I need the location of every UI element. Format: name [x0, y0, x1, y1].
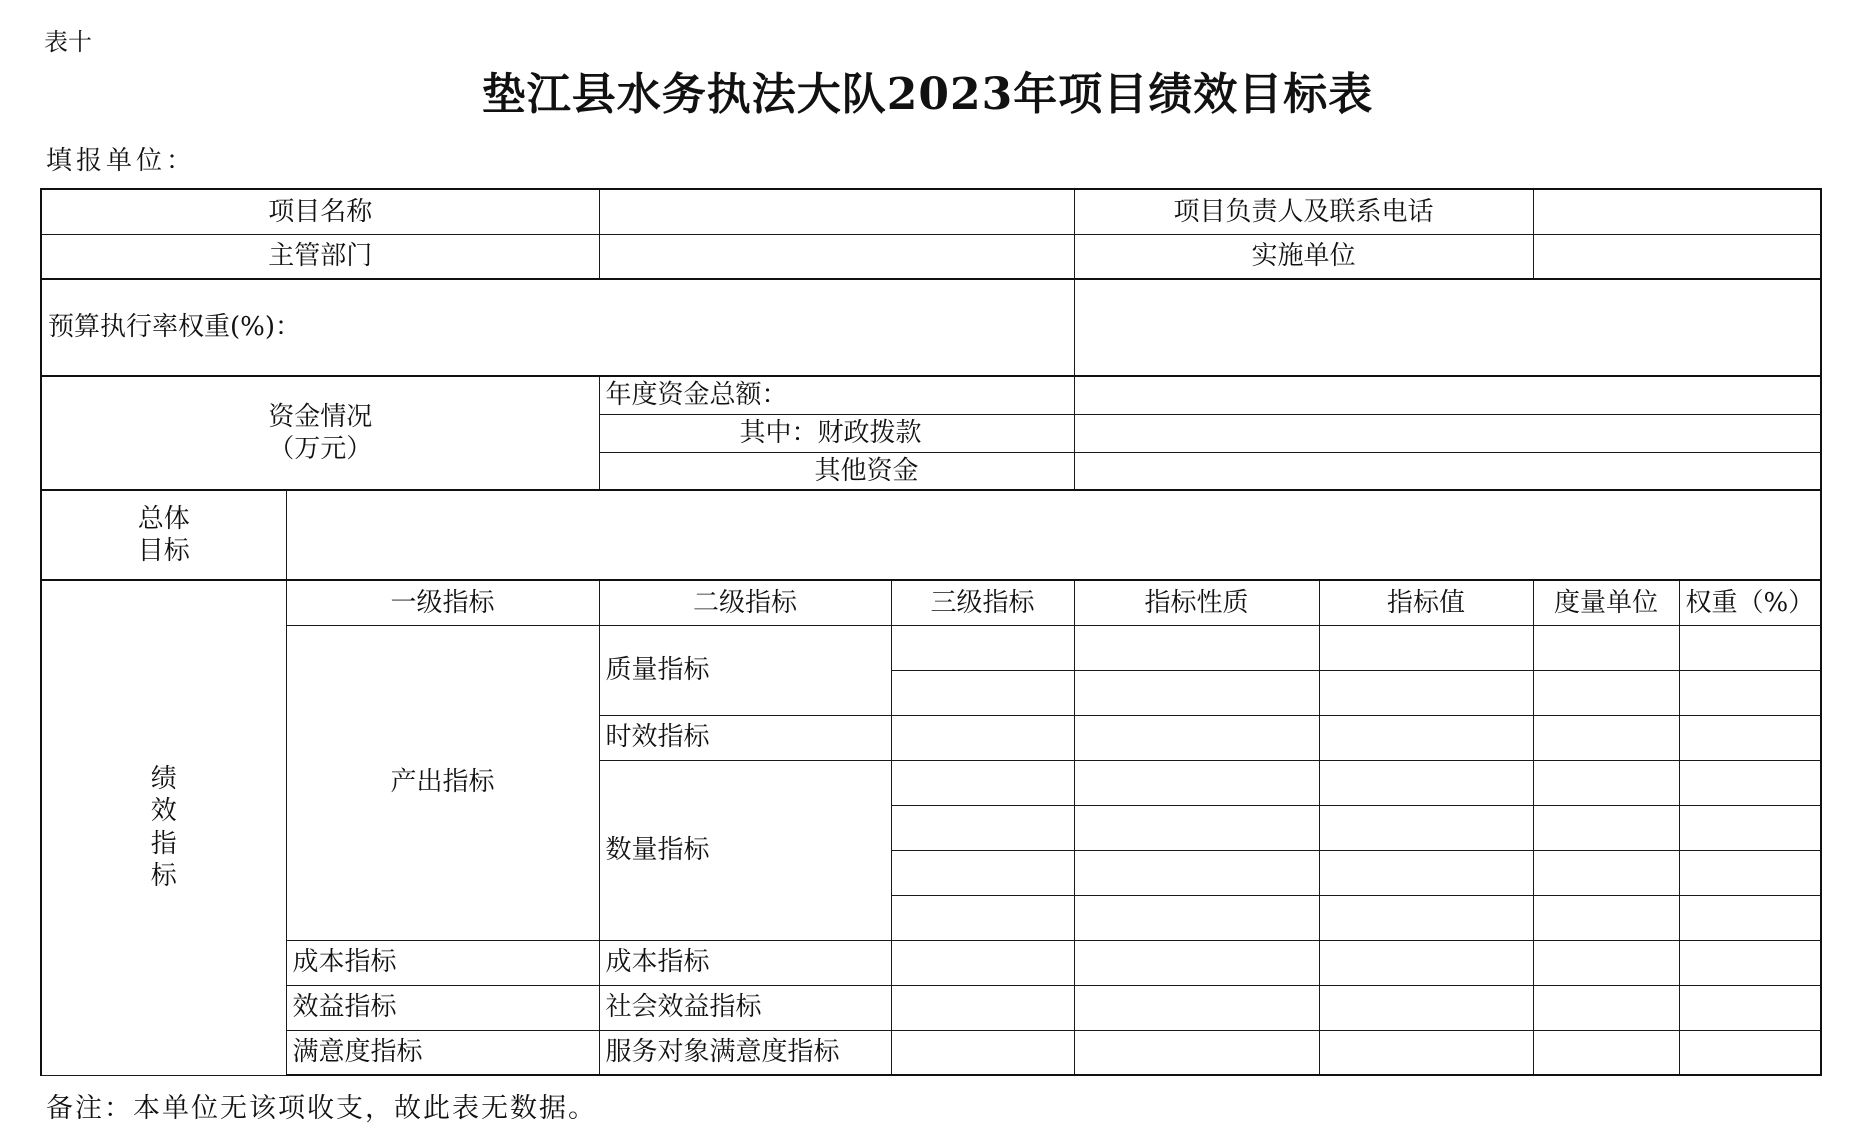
- nature-cell[interactable]: [1074, 895, 1319, 940]
- implementing-unit-field[interactable]: [1533, 234, 1821, 279]
- value-cell[interactable]: [1319, 760, 1533, 805]
- level3-cell[interactable]: [891, 850, 1074, 895]
- column-header-level3: 三级指标: [891, 580, 1074, 625]
- indicator-char: 指: [150, 828, 177, 859]
- unit-cell[interactable]: [1533, 670, 1679, 715]
- weight-cell[interactable]: [1679, 895, 1821, 940]
- overall-goal-label-line2: 目标: [137, 536, 190, 566]
- budget-weight-field[interactable]: [1074, 279, 1821, 376]
- unit-cell[interactable]: [1533, 715, 1679, 760]
- document-title: 垫江县水务执法大队2023年项目绩效目标表: [481, 69, 1374, 120]
- cost-indicator-level1: 成本指标: [286, 940, 599, 985]
- indicator-char: 绩: [150, 763, 177, 794]
- level3-cell[interactable]: [891, 985, 1074, 1030]
- fill-unit-label: 填报单位：: [46, 146, 197, 176]
- nature-cell[interactable]: [1074, 625, 1319, 670]
- manager-contact-label: 项目负责人及联系电话: [1074, 189, 1533, 234]
- other-funds-field[interactable]: [1074, 452, 1821, 490]
- column-header-level1: 一级指标: [286, 580, 599, 625]
- indicator-char: 标: [150, 861, 177, 892]
- nature-cell[interactable]: [1074, 985, 1319, 1030]
- level3-cell[interactable]: [891, 895, 1074, 940]
- nature-cell[interactable]: [1074, 760, 1319, 805]
- quality-indicator-label: 质量指标: [599, 625, 891, 715]
- level3-cell[interactable]: [891, 625, 1074, 670]
- nature-cell[interactable]: [1074, 715, 1319, 760]
- column-header-nature: 指标性质: [1074, 580, 1319, 625]
- value-cell[interactable]: [1319, 625, 1533, 670]
- level3-cell[interactable]: [891, 940, 1074, 985]
- value-cell[interactable]: [1319, 670, 1533, 715]
- project-name-field[interactable]: [599, 189, 1074, 234]
- column-header-level2: 二级指标: [599, 580, 891, 625]
- value-cell[interactable]: [1319, 805, 1533, 850]
- weight-cell[interactable]: [1679, 760, 1821, 805]
- weight-cell[interactable]: [1679, 940, 1821, 985]
- quantity-indicator-label: 数量指标: [599, 760, 891, 940]
- unit-cell[interactable]: [1533, 1030, 1679, 1075]
- weight-cell[interactable]: [1679, 805, 1821, 850]
- fiscal-allocation-label: 其中：财政拨款: [599, 414, 1074, 452]
- unit-cell[interactable]: [1533, 940, 1679, 985]
- nature-cell[interactable]: [1074, 940, 1319, 985]
- satisfaction-indicator-level1: 满意度指标: [286, 1030, 599, 1075]
- table-number: 表十: [44, 28, 92, 56]
- column-header-weight: 权重（%）: [1679, 580, 1821, 625]
- implementing-unit-label: 实施单位: [1074, 234, 1533, 279]
- department-field[interactable]: [599, 234, 1074, 279]
- level3-cell[interactable]: [891, 760, 1074, 805]
- performance-indicators-label: [41, 580, 286, 1075]
- nature-cell[interactable]: [1074, 1030, 1319, 1075]
- funds-label-line1: 资金情况: [268, 401, 373, 432]
- unit-cell[interactable]: [1533, 760, 1679, 805]
- weight-cell[interactable]: [1679, 850, 1821, 895]
- manager-contact-field[interactable]: [1533, 189, 1821, 234]
- value-cell[interactable]: [1319, 985, 1533, 1030]
- unit-cell[interactable]: [1533, 895, 1679, 940]
- overall-goal-label: [41, 490, 286, 580]
- funds-label: [41, 376, 599, 490]
- annual-total-field[interactable]: [1074, 376, 1821, 414]
- weight-cell[interactable]: [1679, 985, 1821, 1030]
- level3-cell[interactable]: [891, 805, 1074, 850]
- other-funds-label: 其他资金: [599, 452, 1074, 490]
- value-cell[interactable]: [1319, 715, 1533, 760]
- value-cell[interactable]: [1319, 850, 1533, 895]
- nature-cell[interactable]: [1074, 850, 1319, 895]
- weight-cell[interactable]: [1679, 715, 1821, 760]
- column-header-unit: 度量单位: [1533, 580, 1679, 625]
- budget-weight-label: 预算执行率权重(%)：: [41, 279, 1074, 376]
- fiscal-allocation-field[interactable]: [1074, 414, 1821, 452]
- output-indicator-label: 产出指标: [286, 625, 599, 940]
- column-header-value: 指标值: [1319, 580, 1533, 625]
- nature-cell[interactable]: [1074, 670, 1319, 715]
- timeliness-indicator-label: 时效指标: [599, 715, 891, 760]
- benefit-indicator-level1: 效益指标: [286, 985, 599, 1030]
- level3-cell[interactable]: [891, 1030, 1074, 1075]
- unit-cell[interactable]: [1533, 850, 1679, 895]
- department-label: 主管部门: [41, 234, 599, 279]
- overall-goal-field[interactable]: [286, 490, 1821, 580]
- indicator-char: 效: [150, 796, 177, 827]
- annual-total-label: 年度资金总额：: [599, 376, 1074, 414]
- unit-cell[interactable]: [1533, 985, 1679, 1030]
- performance-target-table: [40, 188, 1822, 1076]
- value-cell[interactable]: [1319, 895, 1533, 940]
- value-cell[interactable]: [1319, 940, 1533, 985]
- weight-cell[interactable]: [1679, 1030, 1821, 1075]
- unit-cell[interactable]: [1533, 625, 1679, 670]
- project-name-label: 项目名称: [41, 189, 599, 234]
- cost-indicator-level2: 成本指标: [599, 940, 891, 985]
- unit-cell[interactable]: [1533, 805, 1679, 850]
- weight-cell[interactable]: [1679, 625, 1821, 670]
- nature-cell[interactable]: [1074, 805, 1319, 850]
- funds-label-line2: （万元）: [268, 434, 373, 464]
- weight-cell[interactable]: [1679, 670, 1821, 715]
- overall-goal-label-line1: 总体: [137, 503, 190, 534]
- footer-note: 备注：本单位无该项收支，故此表无数据。: [46, 1093, 597, 1124]
- level3-cell[interactable]: [891, 670, 1074, 715]
- level3-cell[interactable]: [891, 715, 1074, 760]
- benefit-indicator-level2: 社会效益指标: [599, 985, 891, 1030]
- satisfaction-indicator-level2: 服务对象满意度指标: [599, 1030, 891, 1075]
- value-cell[interactable]: [1319, 1030, 1533, 1075]
